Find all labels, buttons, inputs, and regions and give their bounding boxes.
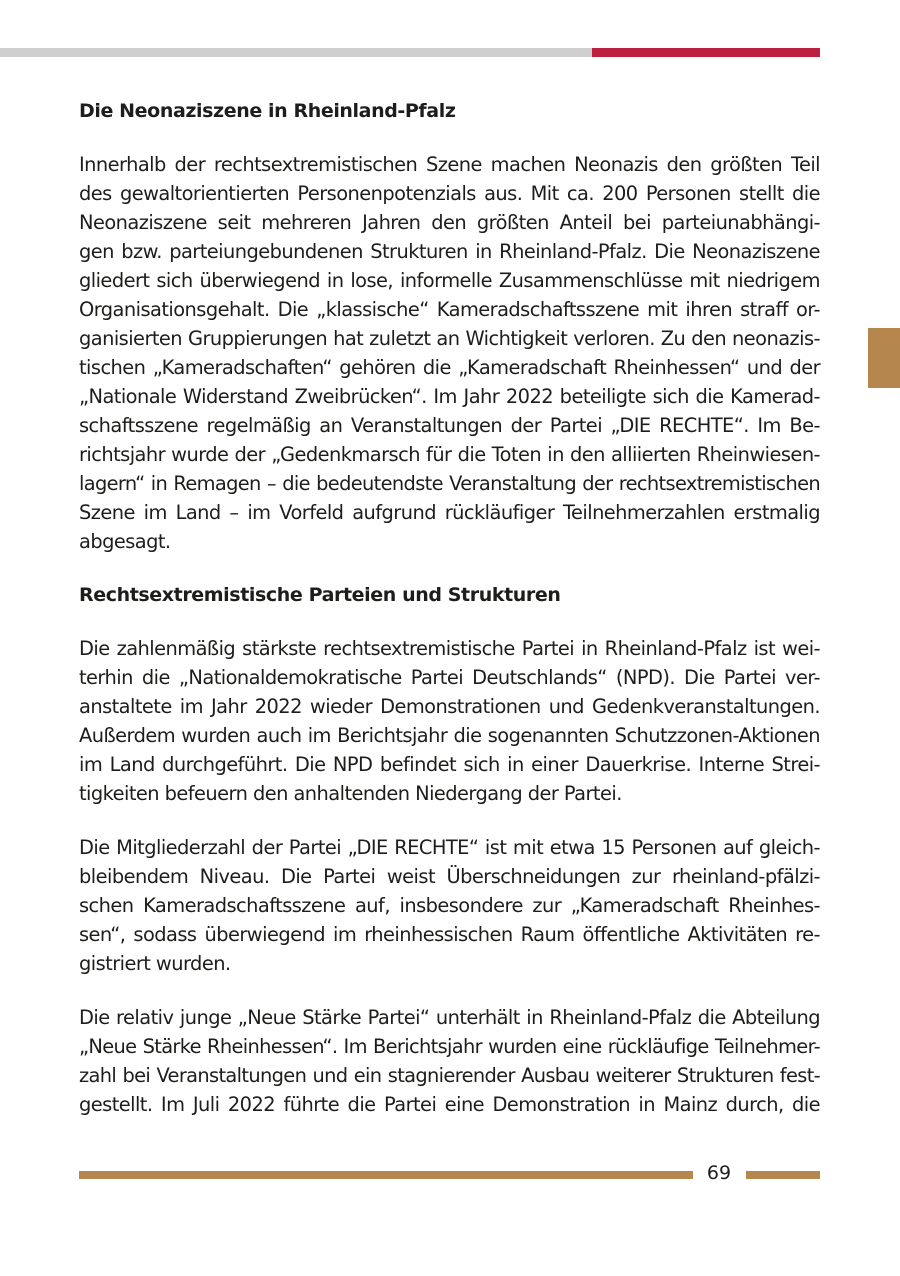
footer-rule-right (746, 1171, 820, 1179)
text-line: „Nationale Widerstand Zweibrücken“. Im Jahr 2022 beteiligte sich die Kamerad- (79, 385, 820, 408)
text-line: Szene im Land – im Vorfeld aufgrund rückläufiger Teilnehmerzahlen erstmalig (79, 501, 820, 524)
text-line: abgesagt. (79, 530, 171, 553)
paragraph (79, 150, 820, 556)
text-line: schaftsszene regelmäßig an Veranstaltungen der Partei „DIE RECHTE“. Im Be- (79, 414, 820, 437)
text-line: anstaltete im Jahr 2022 wieder Demonstrationen und Gedenkveranstaltungen. (79, 695, 820, 718)
paragraph (79, 634, 820, 808)
text-line: zahl bei Veranstaltungen und ein stagnierender Ausbau weiterer Strukturen fest- (79, 1064, 820, 1087)
header-rule-gray (0, 48, 592, 57)
text-line: schen Kameradschaftsszene auf, insbesondere zur „Kameradschaft Rheinhes- (79, 894, 820, 917)
text-line: gistriert wurden. (79, 952, 231, 975)
text-line: „Neue Stärke Rheinhessen“. Im Berichtsjahr wurden eine rückläufige Teilnehmer- (79, 1035, 820, 1058)
section-heading: Rechtsextremistische Parteien und Strukturen (79, 584, 561, 606)
text-line: tigkeiten befeuern den anhaltenden Niedergang der Partei. (79, 782, 622, 805)
text-line: gen bzw. parteiungebundenen Strukturen in Rheinland-Pfalz. Die Neonaziszene (79, 240, 820, 263)
paragraph (79, 1003, 820, 1119)
text-line: Innerhalb der rechtsextremistischen Szene machen Neonazis den größten Teil (79, 153, 820, 176)
page-number: 69 (706, 1162, 732, 1184)
text-line: Die relativ junge „Neue Stärke Partei“ unterhält in Rheinland-Pfalz die Abteilung (79, 1006, 820, 1029)
chapter-side-tab (868, 328, 900, 388)
text-line: des gewaltorientierten Personenpotenzials aus. Mit ca. 200 Personen stellt die (79, 182, 820, 205)
text-line: bleibendem Niveau. Die Partei weist Überschneidungen zur rheinland-pfälzi- (79, 865, 820, 888)
header-rule-red (592, 48, 820, 57)
paragraph (79, 833, 820, 978)
page-body (79, 97, 820, 1144)
text-line: Organisationsgehalt. Die „klassische“ Kameradschaftsszene mit ihren straff or- (79, 298, 820, 321)
text-line: tischen „Kameradschaften“ gehören die „Kameradschaft Rheinhessen“ und der (79, 356, 820, 379)
text-line: gliedert sich überwiegend in lose, informelle Zusammenschlüsse mit niedrigem (79, 269, 820, 292)
text-line: Neonaziszene seit mehreren Jahren den größten Anteil bei parteiunabhängi- (79, 211, 820, 234)
text-line: im Land durchgeführt. Die NPD befindet sich in einer Dauerkrise. Interne Strei- (79, 753, 820, 776)
text-line: richtsjahr wurde der „Gedenkmarsch für die Toten in den alliierten Rheinwiesen- (79, 443, 820, 466)
footer-rule-left (79, 1171, 693, 1179)
text-line: Die zahlenmäßig stärkste rechtsextremistische Partei in Rheinland-Pfalz ist wei- (79, 637, 820, 660)
text-line: ganisierten Gruppierungen hat zuletzt an Wichtigkeit verloren. Zu den neonazis- (79, 327, 820, 350)
section-heading: Die Neonaziszene in Rheinland-Pfalz (79, 100, 456, 122)
text-line: sen“, sodass überwiegend im rheinhessischen Raum öffentliche Aktivitäten re- (79, 923, 820, 946)
text-line: gestellt. Im Juli 2022 führte die Partei eine Demonstration in Mainz durch, die (79, 1093, 820, 1116)
text-line: lagern“ in Remagen – die bedeutendste Veranstaltung der rechtsextremistischen (79, 472, 820, 495)
text-line: Die Mitgliederzahl der Partei „DIE RECHTE“ ist mit etwa 15 Personen auf gleich- (79, 836, 820, 859)
text-line: Außerdem wurden auch im Berichtsjahr die sogenannten Schutzzonen-Aktionen (79, 724, 820, 747)
text-line: terhin die „Nationaldemokratische Partei Deutschlands“ (NPD). Die Partei ver- (79, 666, 820, 689)
